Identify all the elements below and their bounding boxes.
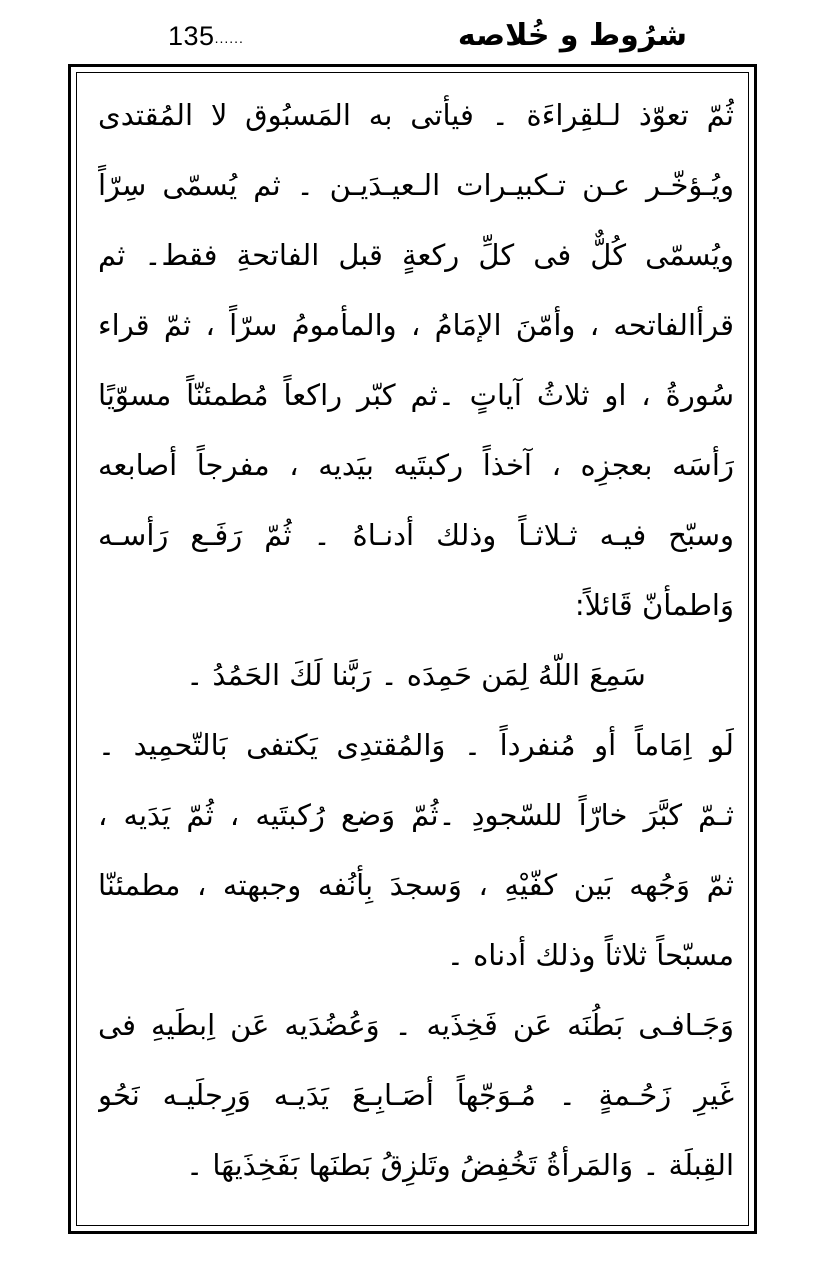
text-line-1: ثُمّ تعوّذ لـلقِراءَة ۔ فيأتى به المَسبُوق لا المُقتدى (98, 98, 734, 132)
text-line-4: قرأالفاتحه ، وأمّنَ الإمَامُ ، والمأمومُ سرّاً ، ثمّ قراء (98, 308, 734, 342)
page-number (168, 20, 244, 54)
text-line-8: وَاطمأنّ قَائلاً: (574, 588, 734, 622)
text-line-14: وَجَـافـى بَطُنَه عَن فَخِذَيه ۔ وَعُضُدَيه عَن اِبطَيهِ فى (98, 1008, 734, 1042)
text-line-10: لَو اِمَاماً أو مُنفرداً ۔ وَالمُقتدِى يَكتفى بَالتّحمِيد ۔ (98, 728, 734, 762)
text-line-15: غَيرِ زَحُـمةٍ ۔ مُـوَجّهاً أصَـابِـعَ يَدَيـه وَرِجلَيـه نَحُو (98, 1078, 734, 1112)
text-line-7: وسبّح فيـه ثـلاثـاً وذلك أدنـاهُ ۔ ثُمّ رَفَـع رَأسـه (98, 518, 734, 552)
text-line-11: ثـمّ كبَّرَ خارّاً للسّجودِ ۔ثُمّ وَضع رُكبتَيه ، ثُمّ يَدَيه ، (98, 798, 734, 832)
text-line-16: القِبلَة ۔ وَالمَرأةُ تَخُفِضُ وتَلزِقُ بَطنَها بَفَخِذَيهَا ۔ (186, 1148, 734, 1182)
text-line-3: ويُسمّى كُلٌّ فى كلِّ ركعةٍ قبل الفاتحةِ فقط۔ ثم (98, 238, 734, 272)
page-header (0, 14, 825, 58)
text-line-12: ثمّ وَجُهه بَين كفّيْهِ ، وَسجدَ بِأنُفه وجبهته ، مطمئنّا (98, 868, 734, 902)
page-number-value: 135 (168, 21, 215, 51)
text-body (98, 80, 734, 1200)
text-line-6: رَأسَه بعجزِه ، آخذاً ركبتَيه بيَديه ، مفرجاً أصابعه (98, 448, 734, 482)
text-line-9-dua: سَمِعَ اللّهُ لِمَن حَمِدَه ۔ رَبَّنا لَكَ الحَمُدُ ۔ (186, 658, 646, 692)
text-line-5: سُورةُ ، او ثلاثُ آياتٍ ۔ثم كبّر راكعاً مُطمئنّاً مسوّيًا (98, 378, 734, 412)
book-title: شرُوط و خُلاصه (457, 18, 687, 53)
text-line-2: ويُـؤخّـر عـن تـكبيـرات الـعيـدَيـن ۔ ثم يُسمّى سِرّاً (98, 168, 734, 202)
text-line-13: مسبّحاً ثلاثاً وذلك أدناه ۔ (446, 938, 734, 972)
page-number-dots: ...... (214, 30, 244, 46)
